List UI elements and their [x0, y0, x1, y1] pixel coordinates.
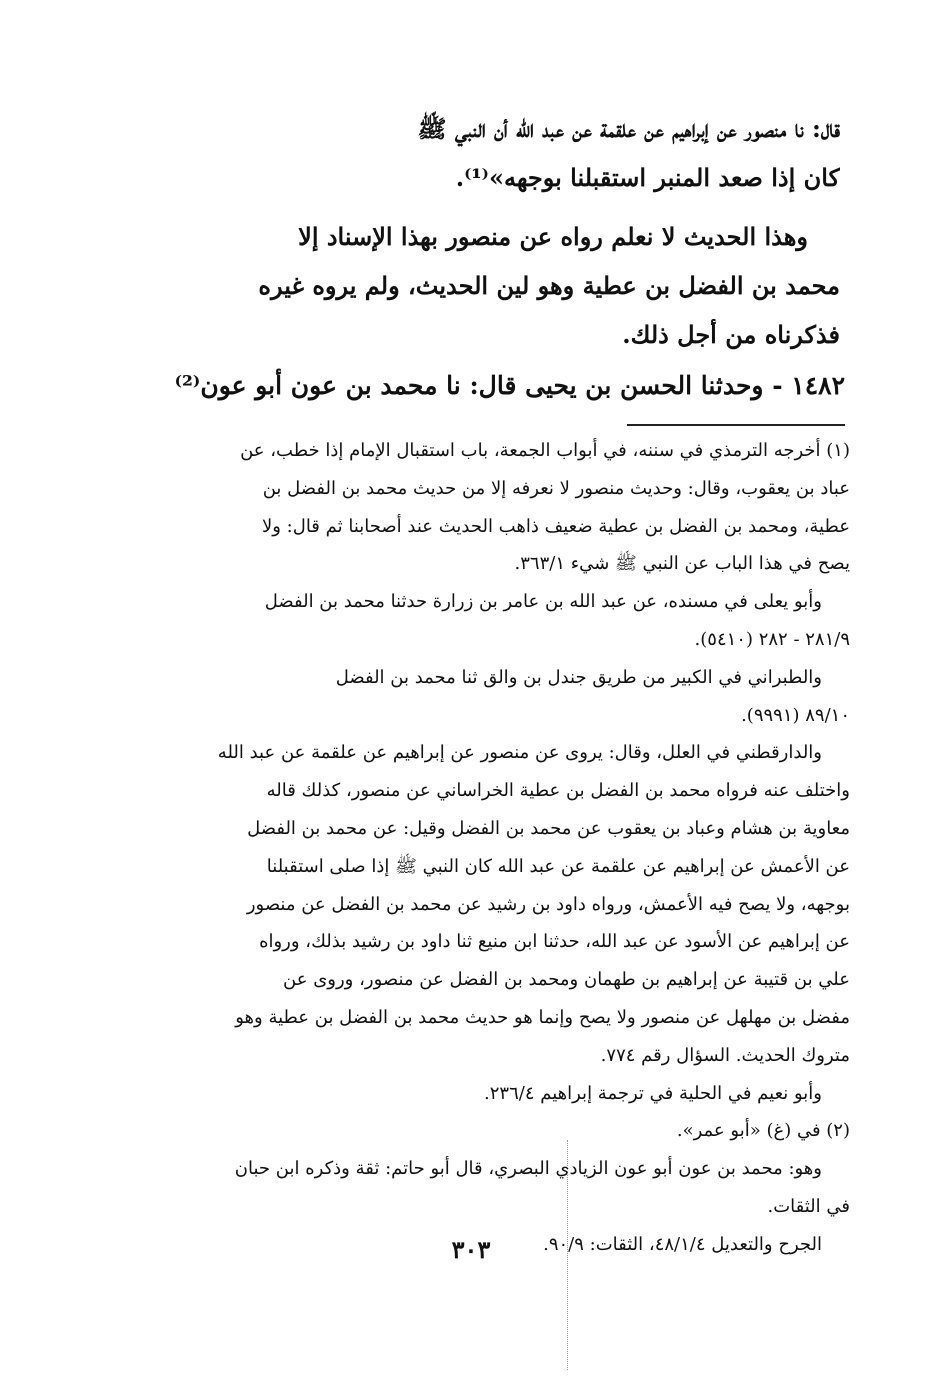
- footnote-line: عباد بن يعقوب، وقال: وحديث منصور لا نعرفه إلا من حديث محمد بن الفضل بن: [262, 477, 850, 499]
- footnote-line: عن الأعمش عن إبراهيم عن علقمة عن عبد الله كان النبي ﷺ إذا صلى استقبلنا: [266, 855, 850, 877]
- footnote-line: الجرح والتعديل ٤٨/١/٤، الثقات: ٩٠/٩.: [543, 1233, 822, 1255]
- main-line: وهذا الحديث لا نعلم رواه عن منصور بهذا الإسناد إلا: [298, 222, 808, 251]
- footnote-line: علي بن قتيبة عن إبراهيم بن طهمان ومحمد بن الفضل عن منصور، وروى عن: [283, 969, 850, 991]
- footnote-line: بوجهه، ولا يصح فيه الأعمش، ورواه داود بن رشيد عن محمد بن الفضل عن منصور: [246, 893, 850, 915]
- footnote-divider: [627, 424, 845, 426]
- footnote-line: وهو: محمد بن عون أبو عون الزيادي البصري، قال أبو حاتم: ثقة وذكره ابن حبان: [234, 1158, 822, 1180]
- main-text-block-2: [140, 212, 840, 359]
- footnote-line: متروك الحديث. السؤال رقم ٧٧٤.: [600, 1044, 850, 1066]
- main-text-block-1: [140, 104, 840, 202]
- footnote-line: عن إبراهيم عن الأسود عن عبد الله، حدثنا ابن منيع ثنا داود بن رشيد بذلك، ورواه: [259, 931, 850, 953]
- page-number: ٣٠٣: [451, 1235, 491, 1264]
- footnote-line: (٢) في (غ) «أبو عمر».: [676, 1120, 850, 1142]
- footnote-line: في الثقات.: [767, 1195, 850, 1217]
- main-line: فذكرناه من أجل ذلك.: [622, 320, 840, 349]
- footnote-line: (١) أخرجه الترمذي في سننه، في أبواب الجمعة، باب استقبال الإمام إذا خطب، عن: [240, 440, 850, 461]
- footnote-line: والطبراني في الكبير من طريق جندل بن والق ثنا محمد بن الفضل: [335, 666, 822, 688]
- footnote-line: معاوية بن هشام وعباد بن يعقوب عن محمد بن الفضل وقيل: عن محمد بن الفضل: [247, 817, 850, 839]
- page-fold-line: [567, 1140, 568, 1370]
- hadith-heading: ١٤٨٢ - وحدثنا الحسن بن يحيى قال: نا محمد بن عون أبو عون⁽²⁾: [174, 371, 845, 400]
- footnote-line: والدارقطني في العلل، وقال: يروى عن منصور عن إبراهيم عن علقمة عن عبد الله: [217, 742, 822, 764]
- footnote-line: واختلف عنه فرواه محمد بن الفضل بن عطية الخراساني عن منصور، كذلك قاله: [266, 780, 850, 802]
- footnotes: [138, 432, 850, 1264]
- footnote-line: وأبو يعلى في مسنده، عن عبد الله بن عامر بن زرارة حدثنا محمد بن الفضل: [264, 591, 822, 613]
- main-line: محمد بن الفضل بن عطية وهو لين الحديث، ولم يروه غيره: [258, 271, 840, 300]
- footnote-line: مفضل بن مهلهل عن منصور ولا يصح وإنما هو حديث محمد بن الفضل بن عطية وهو: [235, 1006, 850, 1028]
- footnote-line: عطية، ومحمد بن الفضل بن عطية ضعيف ذاهب الحديث عند أصحابنا ثم قال: ولا: [262, 515, 850, 537]
- main-line: كان إذا صعد المنبر استقبلنا بوجهه»⁽¹⁾.: [455, 163, 840, 192]
- footnote-line: يصح في هذا الباب عن النبي ﷺ شيء ٣٦٣/١.: [514, 553, 850, 575]
- footnote-line: ٨٩/١٠ (٩٩٩١).: [741, 704, 850, 726]
- footnote-line: وأبو نعيم في الحلية في ترجمة إبراهيم ٢٣٦/٤.: [484, 1082, 822, 1104]
- footnote-line: ٢٨١/٩ - ٢٨٢ (٥٤١٠).: [694, 628, 850, 650]
- main-line: قال: نا منصور عن إبراهيم عن علقمة عن عبد الله أن النبي ﷺ: [417, 114, 840, 143]
